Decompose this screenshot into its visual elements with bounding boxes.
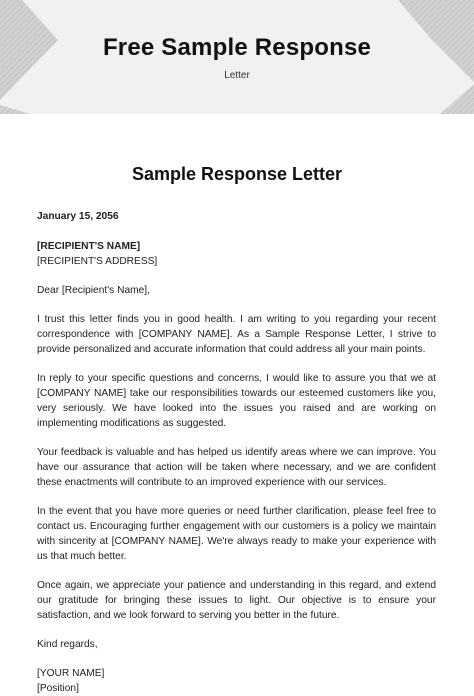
document-title: Sample Response Letter <box>131 164 343 184</box>
recipient-name: [RECIPIENT'S NAME] <box>37 241 141 252</box>
sender-position: [Position] <box>37 683 79 694</box>
paragraph: I trust this letter finds you in good health. I am writing to you regarding your recent correspondence with [COMPANY NAME]. As a Sample Response Letter, I strive to provide personalized and accurate information that could address all your main points. <box>37 314 436 355</box>
letter-date: January 15, 2056 <box>37 211 119 222</box>
corner-shape-right-bottom <box>440 84 474 114</box>
paragraph: In reply to your specific questions and concerns, I would like to assure you that we at [COMPANY NAME] take our responsibilities towards our esteemed customers like you, very seriously. We have looked into the issues you raised and are working on implementing modifications as suggested. <box>37 373 436 429</box>
salutation: Dear [Recipient's Name], <box>37 285 150 296</box>
header-banner <box>0 0 474 114</box>
banner-title: Free Sample Response <box>102 34 372 61</box>
paragraph: Your feedback is valuable and has helped us identify areas where we can improve. You have our assurance that action will be taken where necessary, and we are confident these enactments will contribute to an improved experience with our services. <box>37 447 436 488</box>
sender-name: [YOUR NAME] <box>37 668 105 679</box>
banner-subtitle: Letter <box>224 70 250 81</box>
paragraph: In the event that you have more queries or need further clarification, please feel free to contact us. Encouraging further engagement with our customers is a policy we maintain with sincerity at [COMPANY NAME]. We're always ready to make your experience with us that much better. <box>37 506 436 562</box>
closing: Kind regards, <box>37 639 98 650</box>
recipient-address: [RECIPIENT'S ADDRESS] <box>37 256 158 267</box>
paragraph: Once again, we appreciate your patience and understanding in this regard, and extend our gratitude for bringing these issues to light. Our objective is to ensure your satisfaction, and we look forward to serving you better in the future. <box>37 580 436 621</box>
corner-shape-left-bottom <box>0 105 30 114</box>
letter-body <box>37 209 436 696</box>
